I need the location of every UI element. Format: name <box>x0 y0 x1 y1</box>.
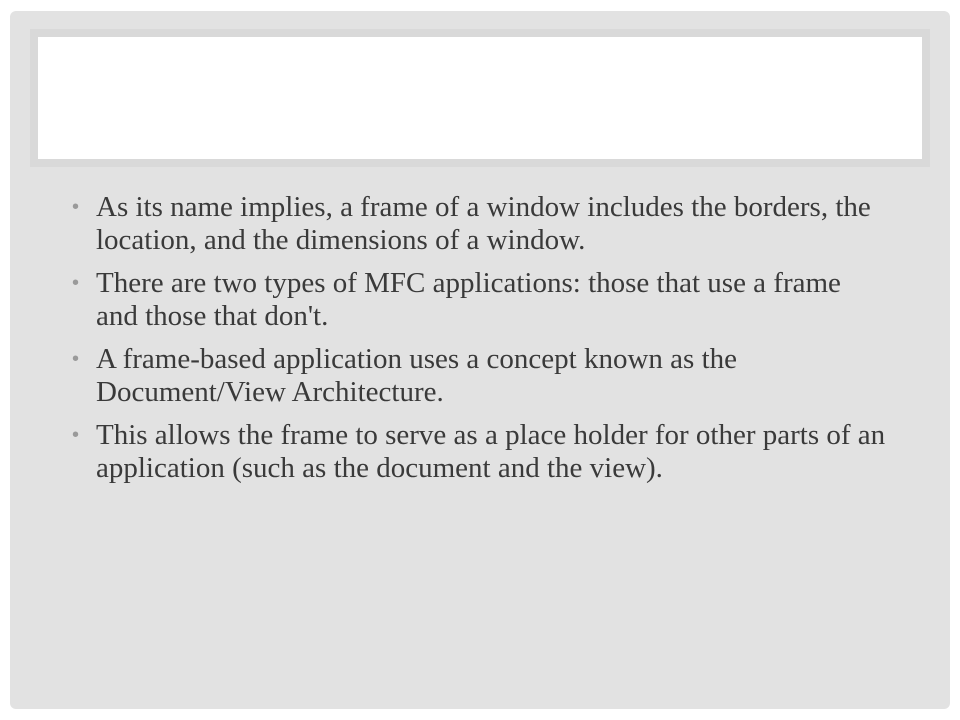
bullet-icon: • <box>72 196 80 218</box>
bullet-item <box>70 191 890 257</box>
bullet-item <box>70 267 890 333</box>
bullet-text: As its name implies, a frame of a window includes the borders, the location, and the dimensions of a window. <box>96 191 871 256</box>
title-placeholder <box>38 37 922 159</box>
bullet-text: There are two types of MFC applications: those that use a frame and those that don't. <box>96 267 841 332</box>
bullet-list <box>70 191 890 495</box>
bullet-icon: • <box>72 348 80 370</box>
bullet-item <box>70 343 890 409</box>
bullet-icon: • <box>72 424 80 446</box>
bullet-item <box>70 419 890 485</box>
title-panel <box>30 29 930 167</box>
slide <box>10 11 950 709</box>
bullet-text: A frame-based application uses a concept known as the Document/View Architecture. <box>96 343 738 408</box>
bullet-icon: • <box>72 272 80 294</box>
bullet-text: This allows the frame to serve as a place holder for other parts of an application (such as the document and the view). <box>96 419 886 484</box>
